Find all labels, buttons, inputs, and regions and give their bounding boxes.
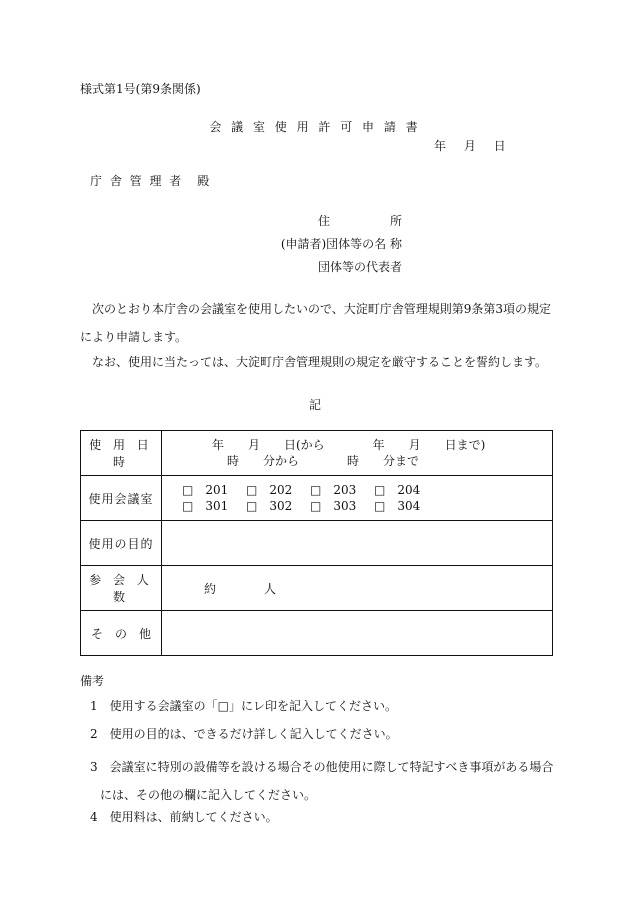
row-label-purpose: 使用の目的 — [81, 521, 162, 566]
table-row — [81, 611, 553, 656]
date-line: 年 月 日 — [434, 139, 506, 153]
ki-heading: 記 — [308, 398, 321, 412]
document-title: 会 議 室 使 用 許 可 申 請 書 — [209, 120, 421, 134]
notes-heading: 備考 — [80, 674, 105, 688]
addressee: 庁 舎 管 理 者 殿 — [90, 174, 212, 188]
other-field[interactable] — [162, 611, 553, 656]
note-item-3 — [90, 753, 560, 809]
table-row — [81, 431, 553, 476]
row-label-other: そ の 他 — [81, 611, 162, 656]
room-checkbox-202[interactable]: □ 202 — [246, 483, 293, 497]
usage-details-table — [80, 430, 553, 656]
row-label-datetime: 使 用 日 時 — [81, 431, 162, 476]
room-checkbox-302[interactable]: □ 302 — [246, 499, 293, 513]
table-row — [81, 521, 553, 566]
table-row — [81, 566, 553, 611]
row-label-attendees: 参 会 人 数 — [81, 566, 162, 611]
attendees-field[interactable]: 約 人 — [162, 566, 553, 611]
room-checkbox-304[interactable]: □ 304 — [374, 499, 421, 513]
applicant-name-label: (申請者)団体等の名 称 — [280, 237, 402, 251]
datetime-time-range: 時 分から 時 分まで — [227, 454, 420, 468]
body-paragraph-1: 次のとおり本庁舎の会議室を使用したいので、大淀町庁舎管理規則第9条第3項の規定により申請します。 — [80, 302, 552, 344]
note-item-4: 4 使用料は、前納してください。 — [90, 810, 278, 824]
table-row — [81, 476, 553, 521]
note-item-3-line-1: 3 会議室に特別の設備等を設ける場合その他使用に際して特記すべき事項がある場合 — [90, 760, 554, 774]
note-item-2: 2 使用の目的は、できるだけ詳しく記入してください。 — [90, 727, 398, 741]
purpose-field[interactable] — [162, 521, 553, 566]
room-checkbox-204[interactable]: □ 204 — [374, 483, 421, 497]
row-label-room: 使用会議室 — [81, 476, 162, 521]
form-number: 様式第1号(第9条関係) — [80, 82, 201, 96]
applicant-representative-label: 団体等の代表者 — [317, 260, 402, 274]
applicant-address-label: 住 所 — [317, 214, 402, 228]
room-checkbox-203[interactable]: □ 203 — [310, 483, 357, 497]
room-checkbox-303[interactable]: □ 303 — [310, 499, 357, 513]
datetime-field[interactable] — [162, 431, 553, 476]
room-checkbox-201[interactable]: □ 201 — [182, 483, 229, 497]
body-paragraph-2: なお、使用に当たっては、大淀町庁舎管理規則の規定を厳守することを誓約します。 — [92, 355, 548, 369]
room-checkbox-group — [162, 476, 553, 521]
note-item-1: 1 使用する会議室の「□」にレ印を記入してください。 — [90, 699, 397, 713]
datetime-date-range: 年 月 日(から 年 月 日まで) — [212, 438, 486, 452]
room-checkbox-301[interactable]: □ 301 — [182, 499, 229, 513]
note-item-3-line-2: には、その他の欄に記入してください。 — [100, 788, 317, 802]
